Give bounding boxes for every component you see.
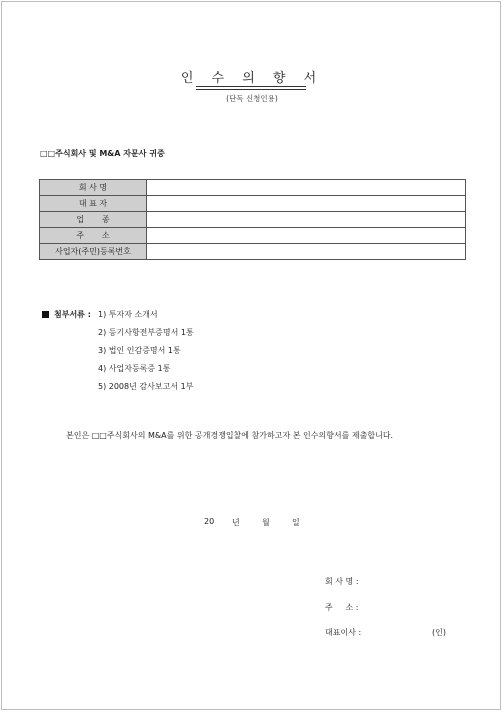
table-row (40, 228, 466, 244)
submission-statement: 본인은 □□주식회사의 M&A를 위한 공개경쟁입찰에 참가하고자 본 인수의향서를 제출합니다. (66, 431, 394, 440)
row-label-business-type: 업 종 (40, 212, 147, 228)
page-border (1, 1, 501, 710)
attachments-heading-line (42, 309, 91, 320)
title-underline (196, 86, 306, 87)
attachment-item: 5) 2008년 감사보고서 1부 (98, 382, 194, 391)
signature-address-label: 주 소 : (325, 603, 359, 612)
title-underline-second (196, 89, 306, 90)
signature-company-label: 회 사 명 : (325, 577, 359, 586)
date-year: 20 (204, 517, 215, 526)
representative-field[interactable] (147, 196, 466, 212)
attachment-item: 4) 사업자등록증 1통 (98, 364, 171, 373)
date-day-unit: 일 (292, 518, 300, 527)
attachment-item: 2) 등기사항전부증명서 1통 (98, 328, 194, 337)
date-month-unit: 월 (262, 518, 270, 527)
address-field[interactable] (147, 228, 466, 244)
registration-number-field[interactable] (147, 244, 466, 260)
seal-mark: (인) (432, 628, 446, 637)
table-row (40, 180, 466, 196)
row-label-representative: 대 표 자 (40, 196, 147, 212)
document-subtitle: (단독 신청인용) (226, 94, 278, 103)
attachments-heading: 첨부서류 : (54, 310, 91, 319)
addressee: □□주식회사 및 M&A 자문사 귀중 (40, 149, 165, 158)
date-year-unit: 년 (232, 518, 240, 527)
attachment-item: 1) 투자자 소개서 (98, 310, 158, 319)
signature-representative-label: 대표이사 : (325, 628, 362, 637)
row-label-address: 주 소 (40, 228, 147, 244)
business-type-field[interactable] (147, 212, 466, 228)
applicant-info-table (39, 179, 466, 260)
table-row (40, 212, 466, 228)
table-row (40, 196, 466, 212)
row-label-company: 회 사 명 (40, 180, 147, 196)
square-bullet-icon (42, 311, 49, 318)
row-label-registration-number: 사업자(주민)등록번호 (40, 244, 147, 260)
table-row (40, 244, 466, 260)
company-name-field[interactable] (147, 180, 466, 196)
document-title: 인 수 의 향 서 (180, 71, 324, 86)
attachment-item: 3) 법인 인감증명서 1통 (98, 346, 181, 355)
